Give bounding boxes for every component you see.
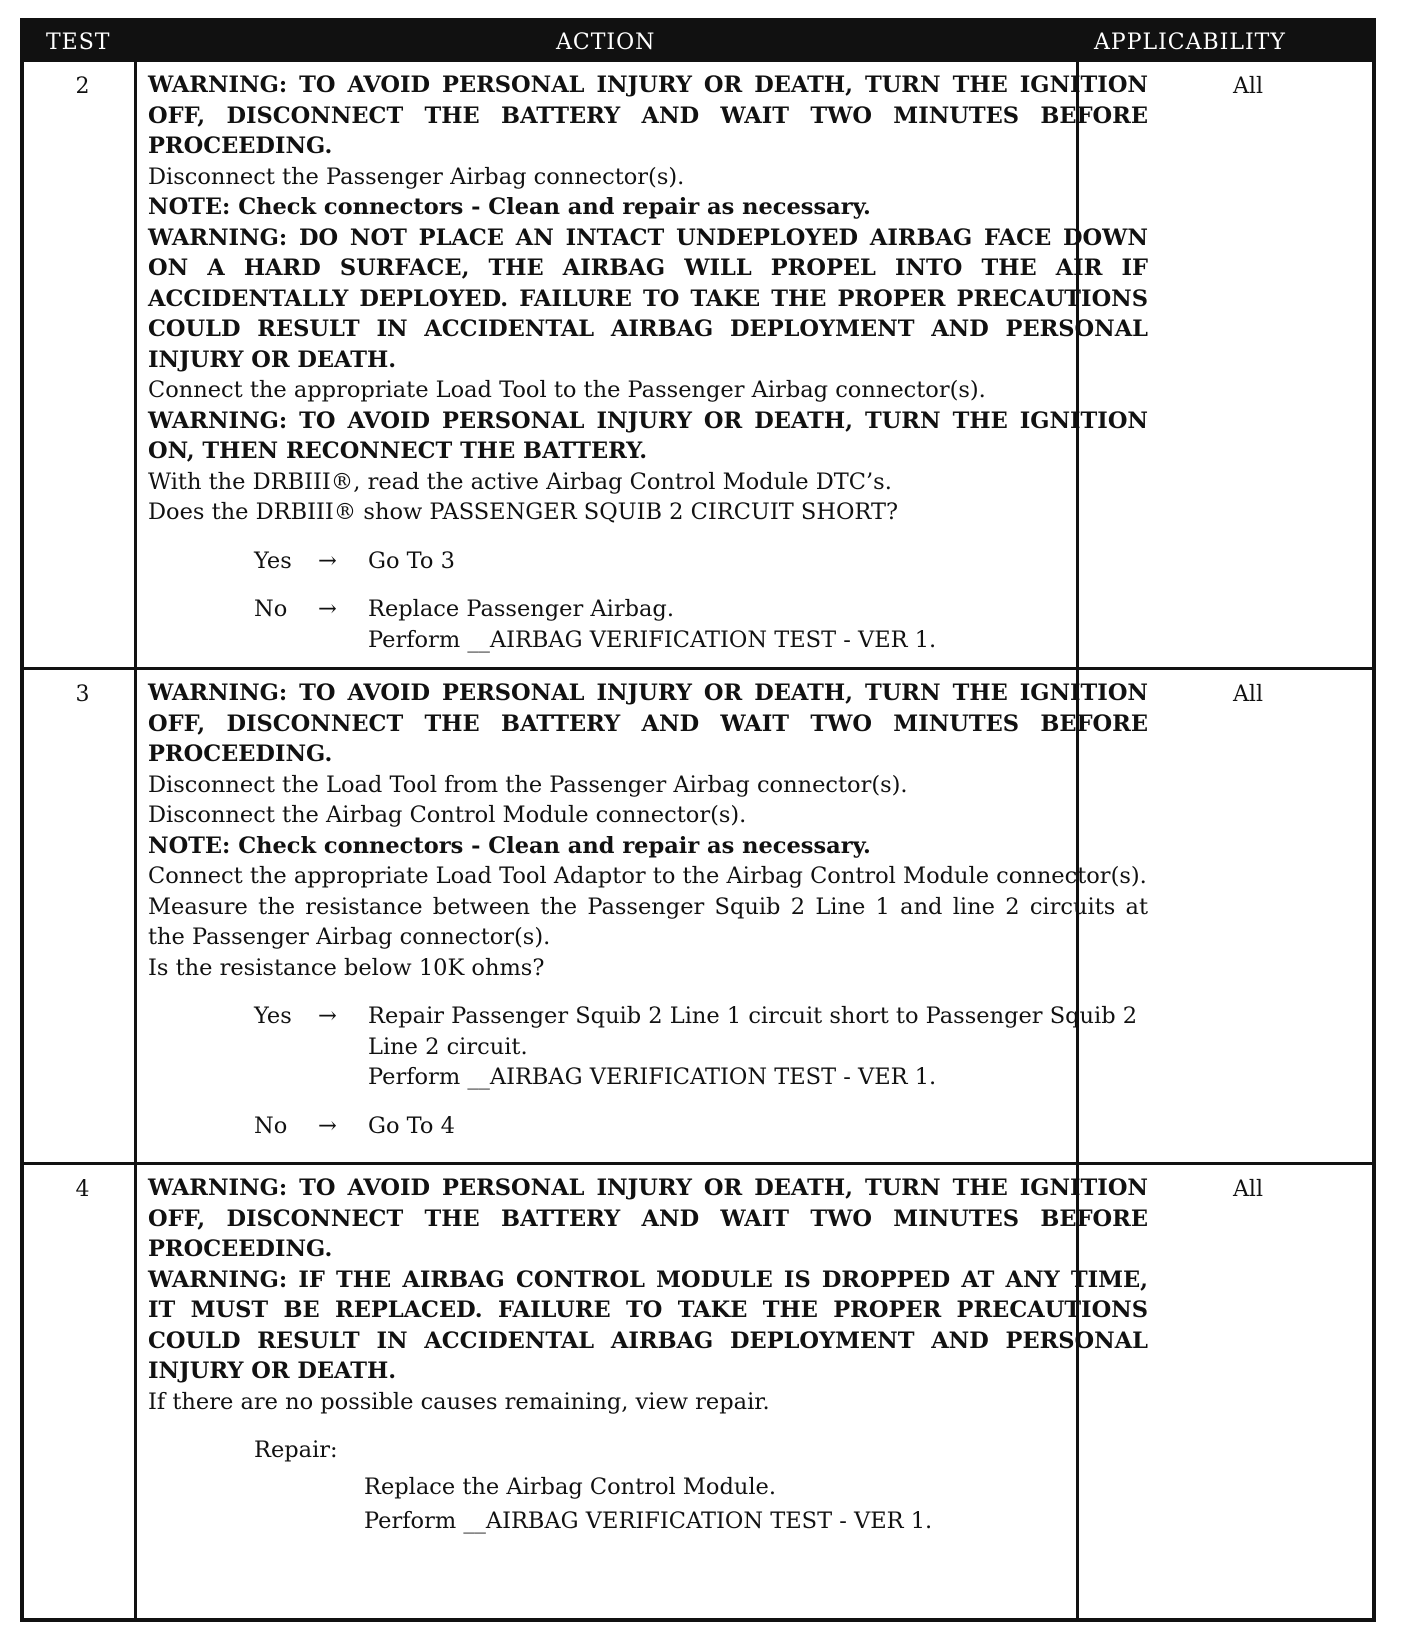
test-number: 3 xyxy=(75,682,90,707)
applicability-value: All xyxy=(1233,74,1263,99)
row-divider-1 xyxy=(24,667,1372,670)
step-text: Measure the resistance between the Passenger Squib 2 Line 1 and line 2 circuits at the Passenger Airbag connector(s). xyxy=(148,893,1148,950)
repair-instruction: Replace the Airbag Control Module. xyxy=(364,1473,776,1500)
column-divider-1 xyxy=(134,22,137,1618)
row-divider-2 xyxy=(24,1162,1372,1165)
no-result-perform: Perform __AIRBAG VERIFICATION TEST - VER 1. xyxy=(368,626,937,653)
yes-option xyxy=(148,1001,1148,1093)
diagnostic-table xyxy=(20,18,1376,1622)
yes-result: Go To 3 xyxy=(368,547,455,574)
yes-label: Yes xyxy=(254,1003,292,1029)
warning-text: WARNING: TO AVOID PERSONAL INJURY OR DEATH, TURN THE IGNITION OFF, DISCONNECT THE BATTERY AND WAIT TWO MINUTES BEFORE PROCEEDING. xyxy=(148,72,1148,159)
header-test: TEST xyxy=(46,30,111,55)
yes-label: Yes xyxy=(254,547,292,574)
yes-result-perform: Perform __AIRBAG VERIFICATION TEST - VER 1. xyxy=(368,1064,937,1090)
applicability-value: All xyxy=(1233,1177,1263,1202)
header-applicability: APPLICABILITY xyxy=(1094,30,1286,55)
arrow-icon: → xyxy=(318,596,337,622)
warning-text: WARNING: DO NOT PLACE AN INTACT UNDEPLOYED AIRBAG FACE DOWN ON A HARD SURFACE, THE AIRBAG WILL PROPEL INTO THE AIR IF ACCIDENTALLY DEPLOYED. FAILURE TO TAKE THE PROPER PRECAUTIONS COULD RESULT IN ACCIDENTAL AIRBAG DEPLOYMENT AND PERSONAL INJURY OR DEATH. xyxy=(148,224,1148,373)
step-text: If there are no possible causes remaining, view repair. xyxy=(148,1388,770,1415)
step-text: Connect the appropriate Load Tool Adaptor to the Airbag Control Module connector(s). xyxy=(148,863,1147,889)
no-option xyxy=(148,1111,1148,1142)
yes-option xyxy=(148,546,1148,577)
action-cell xyxy=(148,1173,1148,1538)
question-text: Does the DRBIII® show PASSENGER SQUIB 2 CIRCUIT SHORT? xyxy=(148,499,899,525)
warning-text: WARNING: TO AVOID PERSONAL INJURY OR DEATH, TURN THE IGNITION OFF, DISCONNECT THE BATTERY AND WAIT TWO MINUTES BEFORE PROCEEDING. xyxy=(148,680,1148,767)
no-label: No xyxy=(254,596,288,622)
repair-label: Repair: xyxy=(254,1437,338,1463)
no-result: Replace Passenger Airbag. xyxy=(368,596,674,622)
action-cell xyxy=(148,70,1148,655)
no-result: Go To 4 xyxy=(368,1112,455,1139)
repair-perform: Perform __AIRBAG VERIFICATION TEST - VER 1. xyxy=(364,1507,933,1534)
action-cell xyxy=(148,678,1148,1141)
header-action: ACTION xyxy=(556,30,656,55)
note-text: NOTE: Check connectors - Clean and repair as necessary. xyxy=(148,832,871,859)
applicability-value: All xyxy=(1233,682,1263,707)
no-option xyxy=(148,594,1148,655)
warning-text: WARNING: TO AVOID PERSONAL INJURY OR DEATH, TURN THE IGNITION OFF, DISCONNECT THE BATTERY AND WAIT TWO MINUTES BEFORE PROCEEDING. xyxy=(148,1175,1148,1262)
test-number: 4 xyxy=(75,1177,90,1202)
no-label: No xyxy=(254,1112,288,1139)
step-text: Disconnect the Passenger Airbag connector(s). xyxy=(148,163,685,190)
note-text: NOTE: Check connectors - Clean and repair as necessary. xyxy=(148,194,871,220)
step-text: Disconnect the Airbag Control Module connector(s). xyxy=(148,802,747,828)
arrow-icon: → xyxy=(318,1003,337,1029)
yes-result: Repair Passenger Squib 2 Line 1 circuit short to Passenger Squib 2 Line 2 circuit. xyxy=(368,1003,1138,1060)
warning-text: WARNING: IF THE AIRBAG CONTROL MODULE IS DROPPED AT ANY TIME, IT MUST BE REPLACED. FAILURE TO TAKE THE PROPER PRECAUTIONS COULD RESULT IN ACCIDENTAL AIRBAG DEPLOYMENT AND PERSONAL INJURY OR DEATH. xyxy=(148,1266,1148,1384)
table-header xyxy=(24,22,1372,62)
question-text: Is the resistance below 10K ohms? xyxy=(148,954,545,981)
step-text: With the DRBIII®, read the active Airbag Control Module DTC’s. xyxy=(148,468,892,495)
step-text: Connect the appropriate Load Tool to the Passenger Airbag connector(s). xyxy=(148,377,986,403)
arrow-icon: → xyxy=(318,547,337,574)
arrow-icon: → xyxy=(318,1112,337,1139)
warning-text: WARNING: TO AVOID PERSONAL INJURY OR DEATH, TURN THE IGNITION ON, THEN RECONNECT THE BATTERY. xyxy=(148,407,1148,464)
test-number: 2 xyxy=(75,74,90,99)
step-text: Disconnect the Load Tool from the Passenger Airbag connector(s). xyxy=(148,771,908,798)
